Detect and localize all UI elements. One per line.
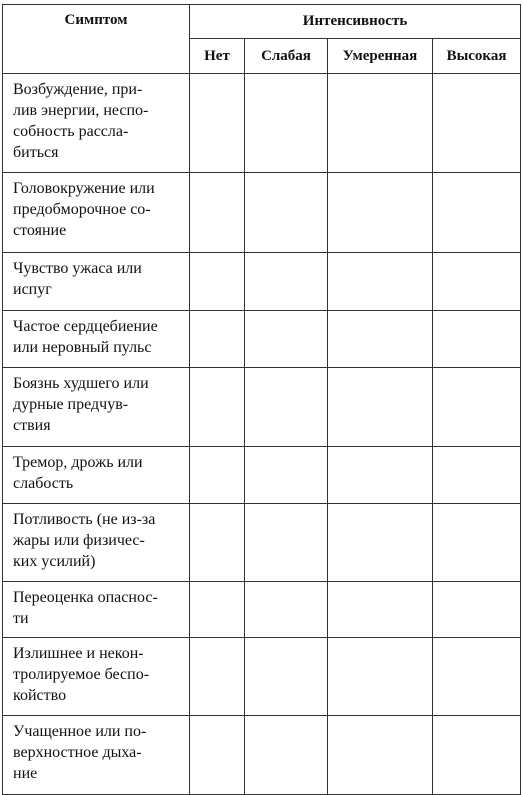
symptom-cell <box>3 173 190 253</box>
cell-moderate[interactable] <box>328 582 433 638</box>
symptom-text-line: Боязнь худшего или <box>13 375 149 392</box>
symptom-text-line: Частое сердцебиение <box>13 318 158 335</box>
cell-high[interactable] <box>433 74 521 173</box>
symptom-text-line: или неровный пульс <box>13 339 152 356</box>
cell-moderate[interactable] <box>328 173 433 253</box>
header-level-high: Высокая <box>433 39 521 74</box>
cell-none[interactable] <box>190 311 245 368</box>
cell-high[interactable] <box>433 504 521 582</box>
cell-high[interactable] <box>433 716 521 795</box>
cell-moderate[interactable] <box>328 311 433 368</box>
symptom-cell <box>3 582 190 638</box>
symptom-text-line: собность рассла- <box>13 123 129 140</box>
symptom-cell <box>3 368 190 447</box>
symptom-text-line: ние <box>13 765 38 782</box>
symptom-text-line: испуг <box>13 281 52 298</box>
cell-moderate[interactable] <box>328 716 433 795</box>
symptom-text-line: ких усилий) <box>13 553 96 570</box>
symptom-text-line: Переоценка опаснос- <box>13 589 158 606</box>
table-row <box>3 638 521 716</box>
cell-moderate[interactable] <box>328 368 433 447</box>
cell-weak[interactable] <box>245 311 328 368</box>
symptom-text-line: Головокружение или <box>13 180 155 197</box>
table-row <box>3 582 521 638</box>
cell-weak[interactable] <box>245 74 328 173</box>
symptom-text-line: тролируемое беспо- <box>13 666 150 683</box>
cell-weak[interactable] <box>245 638 328 716</box>
symptom-cell <box>3 253 190 311</box>
table-row <box>3 74 521 173</box>
cell-none[interactable] <box>190 173 245 253</box>
header-row-top <box>3 5 521 39</box>
symptom-text-line: Излишнее и некон- <box>13 645 144 662</box>
table-row <box>3 504 521 582</box>
symptom-cell <box>3 311 190 368</box>
header-intensity: Интенсивность <box>190 5 521 39</box>
symptom-text-line: Возбуждение, при- <box>13 81 143 98</box>
cell-none[interactable] <box>190 74 245 173</box>
cell-high[interactable] <box>433 447 521 504</box>
symptom-text-line: Потливость (не из-за <box>13 511 156 528</box>
cell-high[interactable] <box>433 582 521 638</box>
cell-none[interactable] <box>190 447 245 504</box>
cell-moderate[interactable] <box>328 447 433 504</box>
table-body <box>3 74 521 795</box>
symptom-cell <box>3 447 190 504</box>
cell-weak[interactable] <box>245 582 328 638</box>
table-row <box>3 716 521 795</box>
cell-weak[interactable] <box>245 173 328 253</box>
symptom-cell <box>3 716 190 795</box>
symptom-text-line: ти <box>13 610 29 627</box>
cell-moderate[interactable] <box>328 638 433 716</box>
cell-none[interactable] <box>190 582 245 638</box>
symptom-text-line: дурные предчув- <box>13 396 129 413</box>
header-symptom: Симптом <box>3 5 190 74</box>
cell-weak[interactable] <box>245 716 328 795</box>
symptom-text-line: жары или физичес- <box>13 532 145 549</box>
symptom-text-line: ствия <box>13 417 51 434</box>
symptom-text-line: предобморочное со- <box>13 201 151 218</box>
symptom-text-line: Чувство ужаса или <box>13 260 142 277</box>
cell-high[interactable] <box>433 368 521 447</box>
cell-none[interactable] <box>190 504 245 582</box>
cell-moderate[interactable] <box>328 504 433 582</box>
table-row <box>3 311 521 368</box>
header-level-moderate: Умеренная <box>328 39 433 74</box>
symptom-text-line: Тремор, дрожь или <box>13 454 143 471</box>
symptom-intensity-table <box>2 4 521 795</box>
symptom-cell <box>3 638 190 716</box>
cell-moderate[interactable] <box>328 253 433 311</box>
symptom-text-line: койство <box>13 687 67 704</box>
symptom-text-line: слабость <box>13 475 74 492</box>
cell-none[interactable] <box>190 716 245 795</box>
cell-high[interactable] <box>433 638 521 716</box>
symptom-text-line: лив энергии, неспо- <box>13 102 149 119</box>
header-level-none: Нет <box>190 39 245 74</box>
cell-weak[interactable] <box>245 368 328 447</box>
symptom-text-line: верхностное дыха- <box>13 744 142 761</box>
table-row <box>3 368 521 447</box>
cell-weak[interactable] <box>245 447 328 504</box>
symptom-text-line: Учащенное или по- <box>13 723 147 740</box>
symptom-cell <box>3 504 190 582</box>
table-row <box>3 173 521 253</box>
cell-weak[interactable] <box>245 504 328 582</box>
table-row <box>3 253 521 311</box>
cell-none[interactable] <box>190 368 245 447</box>
symptom-text-line: стояние <box>13 222 67 239</box>
symptom-cell <box>3 74 190 173</box>
cell-weak[interactable] <box>245 253 328 311</box>
table-row <box>3 447 521 504</box>
symptom-text-line: биться <box>13 144 59 161</box>
cell-high[interactable] <box>433 173 521 253</box>
cell-moderate[interactable] <box>328 74 433 173</box>
cell-high[interactable] <box>433 253 521 311</box>
header-level-weak: Слабая <box>245 39 328 74</box>
cell-high[interactable] <box>433 311 521 368</box>
cell-none[interactable] <box>190 253 245 311</box>
symptom-table-wrapper <box>2 4 521 795</box>
cell-none[interactable] <box>190 638 245 716</box>
